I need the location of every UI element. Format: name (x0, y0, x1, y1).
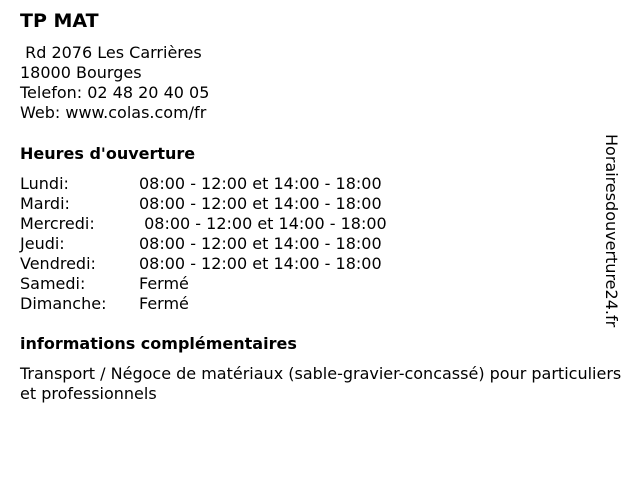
website: Web: www.colas.com/fr (20, 103, 207, 122)
day-label: Dimanche: (20, 294, 107, 313)
time-value: 08:00 - 12:00 et 14:00 - 18:00 (139, 174, 382, 193)
site-watermark: Horairesdouverture24.fr (602, 134, 621, 328)
business-name: TP MAT (20, 10, 99, 32)
business-address (20, 43, 209, 123)
day-label: Lundi: (20, 174, 69, 193)
day-label: Samedi: (20, 274, 86, 293)
time-value: 08:00 - 12:00 et 14:00 - 18:00 (139, 214, 387, 233)
time-value: Fermé (139, 294, 189, 313)
day-label: Mardi: (20, 194, 70, 213)
time-value: 08:00 - 12:00 et 14:00 - 18:00 (139, 254, 382, 273)
opening-hours-heading: Heures d'ouverture (20, 144, 196, 163)
address-line-street: Rd 2076 Les Carrières (20, 43, 202, 62)
additional-info-text: Transport / Négoce de matériaux (sable-gravier-concassé) pour particuliers et professionnels (20, 364, 622, 403)
time-value: 08:00 - 12:00 et 14:00 - 18:00 (139, 194, 382, 213)
time-value: 08:00 - 12:00 et 14:00 - 18:00 (139, 234, 382, 253)
phone-number: Telefon: 02 48 20 40 05 (20, 83, 210, 102)
day-label: Mercredi: (20, 214, 95, 233)
day-label: Jeudi: (20, 234, 65, 253)
address-line-city: 18000 Bourges (20, 63, 142, 82)
day-label: Vendredi: (20, 254, 96, 273)
time-value: Fermé (139, 274, 189, 293)
additional-info-heading: informations complémentaires (20, 334, 297, 353)
